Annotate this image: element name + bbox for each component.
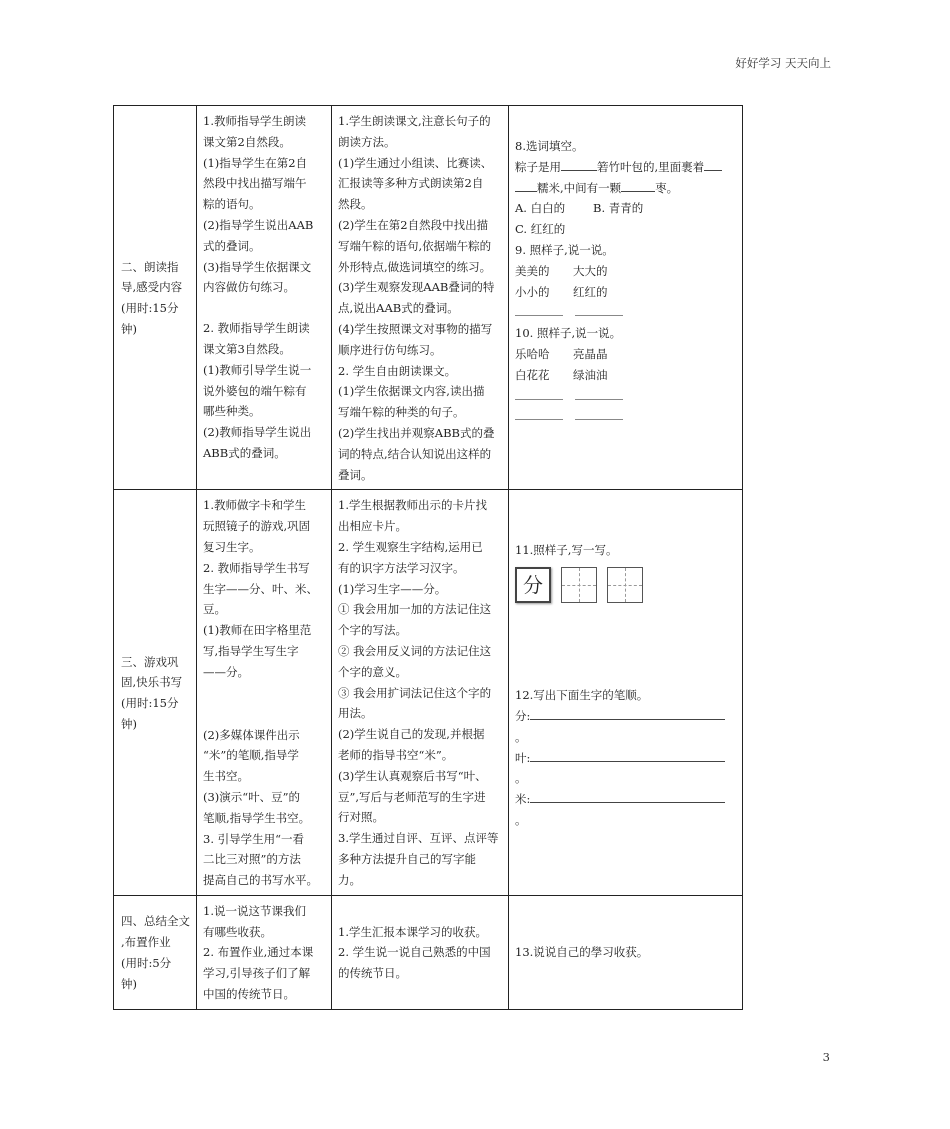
text-line: 2. 教师指导学生朗读	[203, 321, 310, 336]
text-line: 1.学生朗读课文,注意长句子的	[338, 114, 491, 128]
text-line: 出相应卡片。	[338, 519, 407, 534]
stage-line: 四、总结全文	[121, 914, 190, 929]
text-line: 2. 教师指导学生书写	[203, 560, 310, 575]
text-line: (4)学生按照课文对事物的描写	[338, 321, 493, 336]
stage-line: (用时:15分	[121, 696, 179, 711]
text-line: 用法。	[338, 706, 373, 721]
table-row	[114, 490, 743, 896]
exercise-cell	[509, 106, 743, 490]
tian-grid-row	[515, 567, 736, 603]
ex8-line1: 粽子是用 箬竹叶包的,里面裹着	[515, 157, 736, 178]
stage-line: 钟)	[121, 716, 137, 731]
text-line: 的传统节日。	[338, 966, 407, 981]
teacher-block	[203, 901, 325, 1005]
text-line: 写,指导学生写生字	[203, 643, 299, 658]
text-line: 生书空。	[203, 769, 249, 784]
ex10-title: 10. 照样子,说一说。	[515, 326, 622, 341]
exercise-cell	[509, 895, 743, 1009]
student-block	[338, 922, 502, 984]
text-line: 豆”,写后与老师范写的生字进	[338, 789, 486, 804]
text-line: (1)教师在田字格里范	[203, 623, 312, 638]
teacher-cell	[197, 106, 332, 490]
ex8-line2: 糯米,中间有一颗 枣。	[515, 178, 736, 199]
ex9-blanks	[515, 302, 736, 323]
text-line: (3)指导学生依据课文	[203, 259, 312, 274]
text-line: (2)指导学生说出AAB	[203, 217, 314, 232]
text-line: ① 我会用加一加的方法记住这	[338, 602, 492, 617]
ex9-title: 9. 照样子,说一说。	[515, 242, 614, 257]
ex10-row: 白花花 绿油油	[515, 367, 608, 382]
student-cell	[332, 490, 509, 896]
stage-cell	[114, 106, 197, 490]
text-line: ② 我会用反义词的方法记住这	[338, 643, 492, 658]
teacher-cell	[197, 895, 332, 1009]
text-line: 课文第3自然段。	[203, 341, 291, 356]
text-line: 豆。	[203, 602, 226, 617]
ex10-blanks	[515, 386, 736, 407]
ex12-line-end: 。	[515, 771, 527, 786]
text-line: 个字的写法。	[338, 623, 407, 638]
text-line: 老师的指导书空“米”。	[338, 747, 454, 762]
text-line: 哪些种类。	[203, 404, 261, 419]
page-header: 好好学习 天天向上	[735, 56, 831, 70]
text-line: 课文第2自然段。	[203, 134, 291, 149]
text-line: 然段。	[338, 197, 373, 212]
ex9-row: 美美的 大大的	[515, 263, 608, 278]
text-line: 粽的语句。	[203, 197, 261, 212]
ex8-option-c: C. 红红的	[515, 222, 566, 237]
text-line: (2)学生说自己的发现,并根据	[338, 727, 485, 742]
student-block	[338, 495, 502, 890]
text-line: 词的特点,结合认知说出这样的	[338, 446, 492, 461]
text-line: (1)指导学生在第2自	[203, 155, 308, 170]
text-line: 3. 引导学生用“一看	[203, 831, 305, 846]
text-line: “米”的笔顺,指导学	[203, 748, 299, 763]
text-line: 提高自己的书写水平。	[203, 873, 318, 888]
stage-line: 三、游戏巩	[121, 654, 179, 669]
text-line: 式的叠词。	[203, 238, 261, 253]
text-line: (1)学生依据课文内容,读出描	[338, 384, 485, 399]
text-line: 多种方法提升自己的写字能	[338, 851, 476, 866]
teacher-block	[203, 111, 325, 298]
text-line: 然段中找出描写端午	[203, 176, 307, 191]
text-line: 2. 学生观察生字结构,运用已	[338, 539, 483, 554]
text-line: 2. 学生自由朗读课文。	[338, 363, 457, 378]
ex9-row: 小小的 红红的	[515, 284, 608, 299]
ex12-line-end: 。	[515, 812, 527, 827]
text-line: (2)多媒体课件出示	[203, 727, 300, 742]
stage-line: (用时:15分	[121, 301, 179, 316]
stage-cell	[114, 895, 197, 1009]
student-block	[338, 111, 502, 485]
text-line: 笔顺,指导学生书空。	[203, 810, 311, 825]
table-row	[114, 895, 743, 1009]
stage-line: 导,感受内容	[121, 280, 183, 295]
page-number: 3	[822, 1050, 830, 1064]
text-line: (1)教师引导学生说一	[203, 362, 312, 377]
stage-line: 二、朗读指	[121, 259, 179, 274]
stage-line: 钟)	[121, 321, 137, 336]
text-line: (2)学生找出并观察ABB式的叠	[338, 425, 495, 440]
text-line: ③ 我会用扩词法记住这个字的	[338, 685, 492, 700]
text-line: 3.学生通过自评、互评、点评等	[338, 831, 499, 846]
ex10-row: 乐哈哈 亮晶晶	[515, 346, 608, 361]
text-line: (2)教师指导学生说出	[203, 425, 312, 440]
text-line: 有的识字方法学习汉字。	[338, 560, 465, 575]
text-line: 说外婆包的端午粽有	[203, 383, 307, 398]
text-line: 二比三对照”的方法	[203, 852, 301, 867]
ex8-options: A. 白白的 B. 青青的	[515, 201, 644, 216]
text-line: (3)演示“叶、豆”的	[203, 789, 301, 804]
text-line: 朗读方法。	[338, 134, 396, 149]
text-line: 个字的意义。	[338, 664, 407, 679]
text-line: 点,说出AAB式的叠词。	[338, 301, 459, 316]
teacher-cell	[197, 490, 332, 896]
sample-char-box: 分	[515, 567, 551, 603]
text-line: 2. 布置作业,通过本课	[203, 945, 314, 960]
ex12-line: 米:	[515, 789, 736, 810]
stage-line: 固,快乐书写	[121, 675, 183, 690]
stage-line: (用时:5分	[121, 955, 172, 970]
text-line: 顺序进行仿句练习。	[338, 342, 442, 357]
ex11-title: 11.照样子,写一写。	[515, 543, 618, 558]
stage-line: 钟)	[121, 976, 137, 991]
text-line: 有哪些收获。	[203, 924, 272, 939]
student-cell	[332, 106, 509, 490]
ex8-title: 8.选词填空。	[515, 139, 584, 153]
teacher-block	[203, 725, 325, 891]
table-row	[114, 106, 743, 490]
ex12-title: 12.写出下面生字的笔顺。	[515, 688, 649, 703]
text-line: 玩照镜子的游戏,巩固	[203, 519, 311, 534]
text-line: 内容做仿句练习。	[203, 280, 295, 295]
ex12-line-end: 。	[515, 729, 527, 744]
text-line: 叠词。	[338, 467, 373, 482]
ex12-line: 叶:	[515, 748, 736, 769]
text-line: 行对照。	[338, 810, 384, 825]
text-line: (1)学生通过小组读、比赛读、	[338, 155, 493, 170]
text-line: 1.学生根据教师出示的卡片找	[338, 498, 487, 513]
text-line: (3)学生认真观察后书写“叶、	[338, 768, 487, 783]
lesson-table	[113, 105, 743, 1010]
stage-line: ,布置作业	[121, 935, 171, 950]
tian-grid	[561, 567, 597, 603]
ex10-blanks	[515, 406, 736, 427]
ex13-title: 13.说说自己的學习收获。	[515, 945, 649, 960]
text-line: (1)学习生字——分。	[338, 581, 447, 596]
teacher-block	[203, 495, 325, 682]
text-line: 生字——分、叶、米、	[203, 581, 318, 596]
text-line: 汇报读等多种方式朗读第2自	[338, 176, 484, 191]
teacher-block	[203, 318, 325, 464]
tian-grid	[607, 567, 643, 603]
text-line: 力。	[338, 872, 361, 887]
text-line: 复习生字。	[203, 539, 261, 554]
text-line: 1.说一说这节课我们	[203, 903, 306, 918]
text-line: 中国的传统节日。	[203, 987, 295, 1002]
text-line: 学习,引导孩子们了解	[203, 966, 311, 981]
text-line: ——分。	[203, 664, 249, 679]
stage-cell	[114, 490, 197, 896]
ex12-line: 分:	[515, 706, 736, 727]
text-line: 写端午粽的语句,依据端午粽的	[338, 238, 492, 253]
text-line: 1.学生汇报本课学习的收获。	[338, 924, 487, 939]
text-line: 1.教师指导学生朗读	[203, 114, 306, 128]
exercise-cell	[509, 490, 743, 896]
text-line: ABB式的叠词。	[203, 445, 286, 460]
text-line: 1.教师做字卡和学生	[203, 498, 306, 513]
text-line: 2. 学生说一说自己熟悉的中国	[338, 945, 491, 960]
text-line: (2)学生在第2自然段中找出描	[338, 217, 489, 232]
text-line: 写端午粽的种类的句子。	[338, 405, 465, 420]
text-line: (3)学生观察发现AAB叠词的特	[338, 280, 495, 295]
text-line: 外形特点,做选词填空的练习。	[338, 259, 492, 274]
student-cell	[332, 895, 509, 1009]
